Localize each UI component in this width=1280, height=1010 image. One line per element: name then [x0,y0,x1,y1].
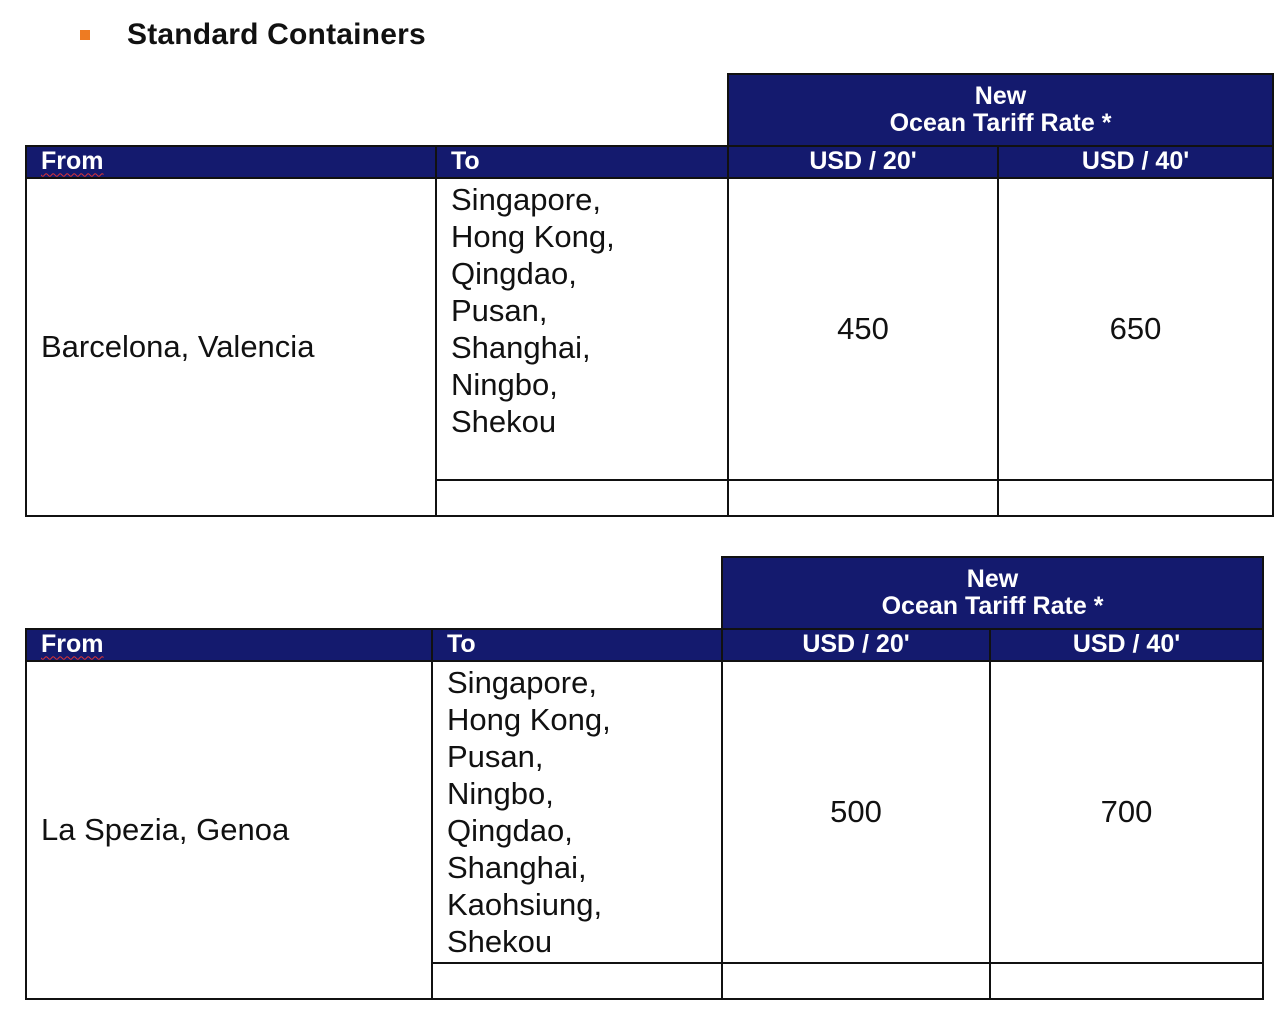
destination-item: Shanghai, [447,850,587,885]
column-header-usd-40: USD / 40' [990,629,1263,661]
rate-group-header [722,557,1263,629]
destination-item: Kaohsiung, [447,887,603,922]
column-header-usd-40: USD / 40' [998,146,1273,178]
header-spacer [26,557,722,629]
destination-item: Singapore, [447,665,597,700]
destination-item: Singapore, [451,182,601,217]
rate-40-value: 650 [998,178,1273,480]
empty-cell [722,963,990,999]
section-title: Standard Containers [127,18,426,51]
header-line-new: New [974,81,1027,110]
destination-item: Hong Kong, [447,702,611,737]
destination-item: Shekou [451,404,557,439]
rate-40-value: 700 [990,661,1263,963]
destination-item: Pusan, [447,739,544,774]
destination-item: Pusan, [451,293,548,328]
from-cell: Barcelona, Valencia [26,178,436,516]
empty-cell [990,963,1263,999]
destination-item: Hong Kong, [451,219,615,254]
empty-cell [728,480,998,516]
destination-item: Qingdao, [447,813,573,848]
header-line-ocean-tariff: Ocean Tariff Rate * [881,592,1104,620]
destination-item: Shanghai, [451,330,591,365]
empty-cell [432,963,722,999]
rate-table-2 [25,556,1264,1000]
rate-20-value: 450 [728,178,998,480]
column-header-usd-20: USD / 20' [722,629,990,661]
rate-group-header [728,74,1273,146]
column-header-to: To [432,629,722,661]
destination-item: Ningbo, [447,776,554,811]
header-line-new: New [966,564,1019,593]
to-cell [432,661,722,963]
destination-item: Ningbo, [451,367,558,402]
destination-item: Shekou [447,924,553,959]
column-header-from: From [26,629,432,661]
column-header-usd-20: USD / 20' [728,146,998,178]
column-header-to: To [436,146,728,178]
empty-cell [998,480,1273,516]
column-header-from: From [26,146,436,178]
header-line-ocean-tariff: Ocean Tariff Rate * [889,109,1112,137]
rate-20-value: 500 [722,661,990,963]
bullet-square-icon [80,30,90,40]
empty-cell [436,480,728,516]
to-cell [436,178,728,480]
from-cell: La Spezia, Genoa [26,661,432,999]
destination-item: Qingdao, [451,256,577,291]
header-spacer [26,74,728,146]
rate-table-1 [25,73,1274,517]
